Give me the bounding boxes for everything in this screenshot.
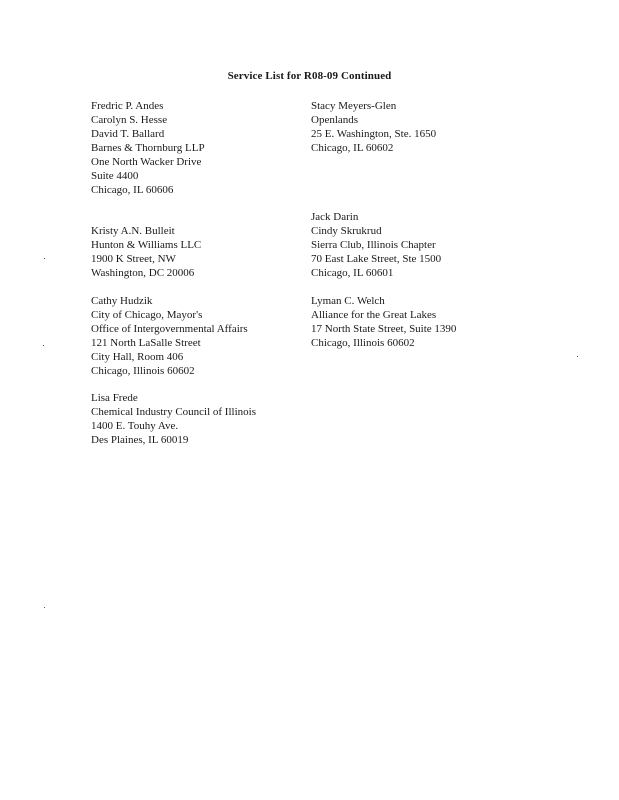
contact-line: Carolyn S. Hesse — [91, 114, 168, 126]
contact-line: Washington, DC 20006 — [91, 267, 195, 279]
contact-line: 25 E. Washington, Ste. 1650 — [311, 128, 437, 140]
scan-speck — [43, 345, 44, 346]
contact-line: Chicago, IL 60602 — [311, 142, 394, 154]
contact-line: Openlands — [311, 114, 359, 126]
contact-line: Jack Darin — [311, 211, 359, 223]
contact-line: One North Wacker Drive — [91, 156, 202, 168]
contact-line: City of Chicago, Mayor's — [91, 309, 203, 321]
contact-line: Chicago, IL 60601 — [311, 267, 394, 279]
contact-line: Barnes & Thornburg LLP — [91, 142, 205, 154]
scan-speck — [44, 607, 45, 608]
contact-line: Office of Intergovernmental Affairs — [91, 323, 248, 335]
page-title: Service List for R08-09 Continued — [227, 70, 392, 82]
contact-line: Chemical Industry Council of Illinois — [91, 406, 256, 418]
contact-block-andes — [91, 99, 205, 197]
scan-speck — [577, 356, 578, 357]
contact-line: Alliance for the Great Lakes — [311, 309, 437, 321]
contact-line: David T. Ballard — [91, 128, 165, 140]
contact-line: Fredric P. Andes — [91, 100, 164, 112]
contact-block-hudzik — [91, 294, 248, 378]
contact-line: 17 North State Street, Suite 1390 — [311, 323, 457, 335]
contact-line: Kristy A.N. Bulleit — [91, 225, 175, 237]
contact-block-frede — [91, 391, 256, 447]
contact-line: Sierra Club, Illinois Chapter — [311, 239, 436, 251]
contact-block-bulleit — [91, 224, 201, 280]
scan-speck — [44, 258, 45, 259]
contact-block-meyers-glen — [311, 99, 436, 155]
contact-line: Lyman C. Welch — [311, 295, 385, 307]
contact-line: 70 East Lake Street, Ste 1500 — [311, 253, 442, 265]
contact-line: Suite 4400 — [91, 170, 139, 182]
contact-line: Lisa Frede — [91, 392, 138, 404]
contact-line: Chicago, Illinois 60602 — [91, 365, 195, 377]
contact-line: Des Plaines, IL 60019 — [91, 434, 189, 446]
contact-block-darin — [311, 210, 441, 280]
contact-line: Chicago, IL 60606 — [91, 184, 174, 196]
contact-line: 121 North LaSalle Street — [91, 337, 201, 349]
contact-line: Cathy Hudzik — [91, 295, 153, 307]
contact-line: 1900 K Street, NW — [91, 253, 176, 265]
contact-line: Cindy Skrukrud — [311, 225, 382, 237]
contact-line: Chicago, Illinois 60602 — [311, 337, 415, 349]
contact-line: Stacy Meyers-Glen — [311, 100, 397, 112]
contact-line: City Hall, Room 406 — [91, 351, 184, 363]
contact-line: Hunton & Williams LLC — [91, 239, 202, 251]
contact-line: 1400 E. Touhy Ave. — [91, 420, 179, 432]
contact-block-welch — [311, 294, 456, 350]
